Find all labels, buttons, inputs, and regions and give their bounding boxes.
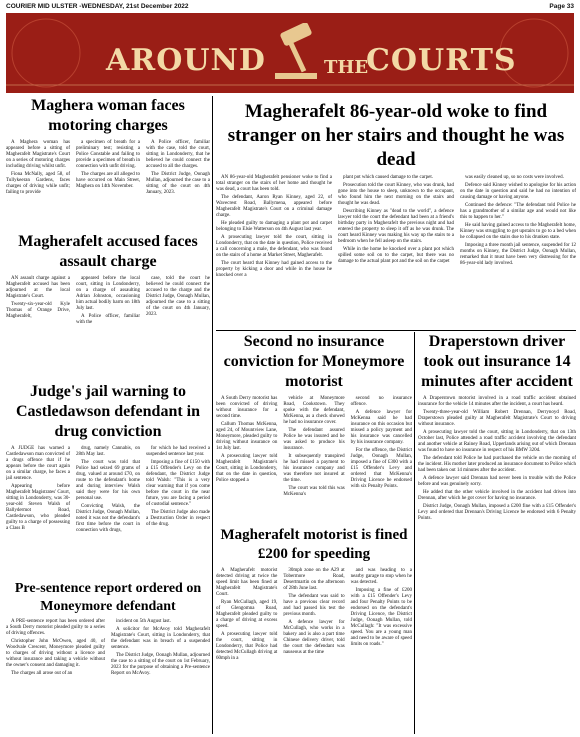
- paragraph: He pleaded guilty to damaging a plant pot and carpet belonging to Elsie Watterson on 4th August last year.: [216, 221, 332, 233]
- article-column: [216, 175, 332, 281]
- paragraph: a specimen of breath for a preliminary test; resisting a Police Constable and failing to provide a specimen of breath in connection with unfit driving.: [76, 140, 140, 169]
- headline: Pre-sentence report ordered on Moneymore defendant: [14, 581, 202, 614]
- paragraph: second no insurance offence.: [350, 396, 412, 407]
- paragraph: A prosecuting lawyer told the court, sitting in Londonderry, that on 13th October last, Police attended a road traffic accident involving the defendant and another vehicle at Rainey Road, Upperlands arising out of which Drennan was found to have no insurance in respect of his BMW 320d.: [418, 430, 576, 453]
- article-column: [283, 396, 344, 500]
- headline: Magherafelt accused faces assault charge: [18, 233, 198, 270]
- paragraph: He added that the other vehicle involved in the accident had driven into Drennan, after which he got cover for having no insurance.: [418, 490, 576, 501]
- paragraph: for which he had received a suspended sentence last year.: [146, 446, 210, 457]
- paragraph: The court was told that Police had seized 69 grams of drug, valued at around £70, on route to the defendant's home and during interview Walsh said they were for his own personal use.: [76, 460, 140, 501]
- article-column: [216, 568, 277, 664]
- article-column: [6, 276, 70, 328]
- paragraph: Callum Thomas McKenna, aged 24, of Mountview Lane, Moneymore, pleaded guilty to driving without insurance on 1st July last.: [216, 422, 278, 451]
- paragraph: The court heard that Kinney had gained access to the property by kicking a door and while in the house he knocked over a: [216, 261, 332, 279]
- headline: Maghera woman faces motoring charges: [31, 97, 185, 134]
- article-pre-sentence: [6, 580, 210, 735]
- article-column: [111, 619, 210, 679]
- section-divider: [216, 330, 576, 331]
- paragraph: case, told the court he believed he could connect the accused to the charge and the District Judge, Oonagh Mullan, adjourned the case to a sitting of the court on 4th January, 2023.: [146, 276, 210, 317]
- article-assault: [6, 232, 210, 378]
- paragraph: Prosecution told the court Kinney, who was drunk, had gone into the house to sleep, unknown to the occupant, who found him the next morning on the stairs and thought he was dead.: [338, 183, 454, 207]
- paragraph: A Magherafelt motorist detected driving at twice the speed limit has been fined at Magherafelt Magistrate's Court.: [216, 567, 278, 597]
- paragraph: AN assault charge against a Magherafelt accused has been adjourned at the local Magistrate's Court.: [6, 276, 70, 299]
- paragraph: The court was told this was McKenna's: [283, 486, 345, 497]
- paragraph: District Judge, Oonagh Mullan, imposed a £200 fine with a £15 Offender's Levy and ordered that Drennan's Driving Licence be endorsed with 6 Penalty Points.: [418, 504, 576, 521]
- paragraph: appeared before the local court, sitting in Londonderry, on a charge of assaulting Adrian Johnston, occasioning him actual bodily harm on 18th July last.: [76, 276, 140, 311]
- paragraph: AN 86-year-old Magherafelt pensioner woke to find a total stranger on the stairs of her home and thought he was dead, a court has been told.: [216, 175, 332, 193]
- article-stranger-on-stairs: [216, 100, 576, 330]
- paragraph: A PRE-sentence report has been ordered after a South Derry motorist pleaded guilty to a series of driving offences.: [6, 619, 105, 636]
- headline: Judge's jail warning to Castledawson defendant in drug conviction: [15, 383, 201, 440]
- paragraph: A defence lawyer for McCullagh, who works in a bakery and is also a part time Chinese delivery driver, told the court the defendant was nauseous at the time: [283, 619, 345, 655]
- article-column: [76, 140, 140, 198]
- paragraph: It subsequently transpired he had missed a payment to his insurance company and was therefore not insured at the time.: [283, 454, 345, 483]
- paragraph: A prosecuting lawyer told the court, sitting in Londonderry, that on the date in question, Police received a call concerning a male, the defendant, who was found on the stairs of a home at Market Street, Magherafelt.: [216, 235, 332, 259]
- page-header: [0, 0, 580, 12]
- paragraph: He said having gained access to the Magherafelt home, Kinney was struggling to get upstairs to go to a bed when he collapsed on the stairs due to his drunken state.: [460, 223, 576, 241]
- paragraph: Convicting Walsh, the District Judge, Oonagh Mullan, noted it was not the defendant's first time before the court in connection with drugs,: [76, 504, 140, 533]
- page-number: Page 33: [549, 2, 574, 10]
- article-column: [283, 568, 344, 664]
- headline: Magherafelt 86-year-old woke to find stranger on her stairs and thought he was dead: [227, 101, 565, 170]
- article-column: [351, 568, 412, 664]
- article-no-insurance: [216, 332, 412, 522]
- banner-title-the: THE: [324, 57, 369, 78]
- section-banner: [6, 13, 574, 93]
- paragraph: The defendant told Police he had purchased the vehicle on the morning of the incident. His mother later produced an insurance document to Police which had been taken out 14 minutes after the accident.: [418, 456, 576, 473]
- article-jail-warning: [6, 382, 210, 572]
- paragraph: A prosecuting lawyer told the court, sitting in Londonderry, that Police had detected McCullagh driving at 60mph in a: [216, 631, 278, 661]
- paragraph: A defence lawyer said Drennan had never been in trouble with the Police before and was genuinely sorry.: [418, 476, 576, 487]
- paragraph: The District Judge, Oonagh Mullan, adjourned the case to a sitting of the court on 1st February, 2023 for the purpose of obtaining a Pre-sentence Report on McAvoy.: [111, 653, 210, 676]
- paragraph: and was heading to a nearby garage to stop when he was detected.: [350, 567, 412, 585]
- paragraph: The charges all arose out of an: [11, 671, 73, 676]
- headline: Draperstown driver took out insurance 14 minutes after accident: [421, 333, 573, 390]
- article-speeding: [216, 526, 412, 735]
- paragraph: incident on 5th August last.: [116, 619, 171, 624]
- article-column: [146, 140, 210, 198]
- article-column: [76, 276, 140, 328]
- paragraph: Defence said Kinney wished to apologise for his action on the date in question and said he had no intention of causing damage or having anyone.: [460, 183, 576, 201]
- paragraph: Appearing before Magherafelt Magistrates' Court, sitting in Londonderry, was 30-year-old Steven Walsh of Ballydermot Road, Castledawson, who pleaded guilty to a charge of possessing a Class B: [6, 484, 70, 531]
- paragraph: The defendant was said to have a previous clear record and had passed his test the previous month.: [283, 593, 345, 617]
- paragraph: A solicitor for McAvoy told Magherafelt Magistrate's Court, sitting in Londonderry, that the defendant was in breach of a suspended sentence.: [111, 627, 210, 650]
- article-draperstown: [418, 332, 576, 735]
- paragraph: Describing Kinney as "dead to the world", a defence lawyer told the court the defendant had been at a friend's birthday party in Magherafelt the previous night and had entered the property to sleep it off as he was drunk. The court heard Kinney was making his way up the stairs to a bedroom when he fell asleep on the stairs.: [338, 209, 454, 245]
- paragraph: Fiona McNally, aged 58, of Tullykeeran Gardens, faces charges of driving while unfit; failing to provide: [6, 172, 70, 195]
- paragraph: A JUDGE has warned a Castledawson man convicted of a drugs offence that if he appears before the court again on a similar charge, he faces a jail sentence.: [6, 446, 70, 481]
- article-column: [146, 446, 210, 536]
- paragraph: A Police officer, familiar with the case, told the court, sitting in Londonderry, that he believed he could connect the accused to all the charges.: [146, 140, 210, 169]
- paragraph: Imposing a three month jail sentence, suspended for 12 months on Kinney, the District Judge, Oonagh Mullan, remarked that it must have been very distressing for the 86-year-old lady involved.: [460, 243, 576, 267]
- article-column: [418, 396, 576, 524]
- paragraph: For the offence, the District Judge, Oonagh Mullan, imposed a fine of £300 with a £15 Offender's Levy and ordered that McKenna's Driving Licence be endorsed with six Penalty Points.: [350, 448, 412, 489]
- paragraph: A South Derry motorist has been convicted of driving without insurance for a second time.: [216, 396, 278, 419]
- paragraph: A prosecuting lawyer told Magherafelt Magistrate's Court, sitting in Londonderry, that on the date in question, Police stopped a: [216, 454, 278, 483]
- article-column: [146, 276, 210, 328]
- article-column: [460, 175, 576, 281]
- article-column: [216, 396, 277, 500]
- paragraph: A Maghera woman has appeared before a sitting of Magherafelt Magistrate's Court on a series of motoring charges including driving whilst unfit.: [6, 140, 70, 169]
- column-divider: [414, 332, 415, 734]
- banner-title-courts: COURTS: [366, 43, 517, 78]
- paragraph: Imposing a fine of £200 with a £15 Offender's Levy and four Penalty Points to be endorsed on the defendant's Driving Licence, the District Judge, Oonagh Mullan, told McCullagh: "It was excessive speed. You are a young man and need to be aware of speed limits on roads.": [350, 587, 412, 647]
- paragraph: The charges are all alleged to have occurred on Main Street, Maghera on 14th November.: [76, 172, 140, 189]
- headline: Second no insurance conviction for Moneymore motorist: [223, 333, 405, 390]
- paragraph: vehicle at Moneymore Road, Cookstown. They spoke with the defendant, McKenna, as a check showed he had no insurance cover.: [283, 396, 345, 425]
- article-column: [6, 446, 70, 536]
- paragraph: drug, namely Cannabis, on 28th May last.: [76, 446, 140, 457]
- paragraph: Twenty-three-year-old William Robert Drennan, Derrynoyd Road, Draperstown pleaded guilty at Magherafelt Magistrate's Court to driving without insurance.: [418, 410, 576, 427]
- paragraph: Ryan McCullagh, aged 19, of Glengomna Road, Magherafelt pleaded guilty to a charge of driving at excess speed.: [216, 599, 278, 629]
- paragraph: A Police officer, familiar with the: [76, 314, 140, 325]
- headline: Magherafelt motorist is fined £200 for speeding: [220, 527, 408, 562]
- paragraph: The District Judge, Oonagh Mullan, adjourned the case to a sitting of the court on 4th January, 2023.: [146, 172, 210, 195]
- article-column: [76, 446, 140, 536]
- paragraph: was easily cleaned up, so no costs were involved.: [465, 175, 564, 181]
- paragraph: The defendant, Aaron Ryan Kinney, aged 22, of Wavecrest Road, Ballymena, appeared before Magherafelt Magistrate's Court on a criminal damage charge.: [216, 195, 332, 219]
- paragraph: Christopher John McOwen, aged 40, of Woodvale Crescent, Moneymore pleaded guilty to charges of driving without a licence and without insurance and taking a vehicle without the owner's consent and damaging it.: [6, 639, 105, 668]
- banner-title-around: AROUND: [106, 43, 266, 78]
- article-maghera: [6, 96, 210, 230]
- paragraph: plant pot which caused damage to the carpet.: [343, 175, 433, 181]
- gavel-icon: [271, 23, 321, 83]
- paragraph: The defendant assured Police he was insured and he was asked to produce his insurance.: [283, 428, 345, 451]
- paragraph: 30mph zone on the A29 at Tobermore Road, Desertmartin on the afternoon of 28th June last.: [283, 567, 345, 591]
- article-column: [338, 175, 454, 281]
- article-column: [351, 396, 412, 500]
- paper-dateline: COURIER MID ULSTER -WEDNESDAY, 21st December 2022: [6, 2, 189, 10]
- article-column: [6, 619, 105, 679]
- paragraph: While in the home he knocked over a plant pot which spilled some soil on to the carpet, but there was no damage to the actual plant pot and the soil on the carpet: [338, 247, 454, 265]
- paragraph: A Draperstown motorist involved in a road traffic accident obtained insurance for the vehicle 14 minutes after the incident, a court has heard.: [418, 396, 576, 407]
- paragraph: A defence lawyer for McKenna said he had insurance on this occasion but missed a policy payment and his insurance was cancelled by his insurance company.: [350, 410, 412, 445]
- paragraph: Continued the defence: "The defendant told Police he has a grandmother of a similar age and would not like this to happen to her.": [460, 203, 576, 221]
- column-divider: [212, 96, 213, 734]
- article-column: [6, 140, 70, 198]
- paragraph: Imposing a fine of £150 with a £15 Offender's Levy on the defendant, the District Judge told Walsh: "This is a very clear warning that if you come before the court in the near future, you are facing a period of custodial sentence.": [146, 460, 210, 507]
- paragraph: The District Judge also made a Destruction Order in respect of the drug.: [146, 510, 210, 527]
- paragraph: Twenty-six-year-old Kyle Thomas of Orange Drive, Magherafelt,: [6, 302, 70, 319]
